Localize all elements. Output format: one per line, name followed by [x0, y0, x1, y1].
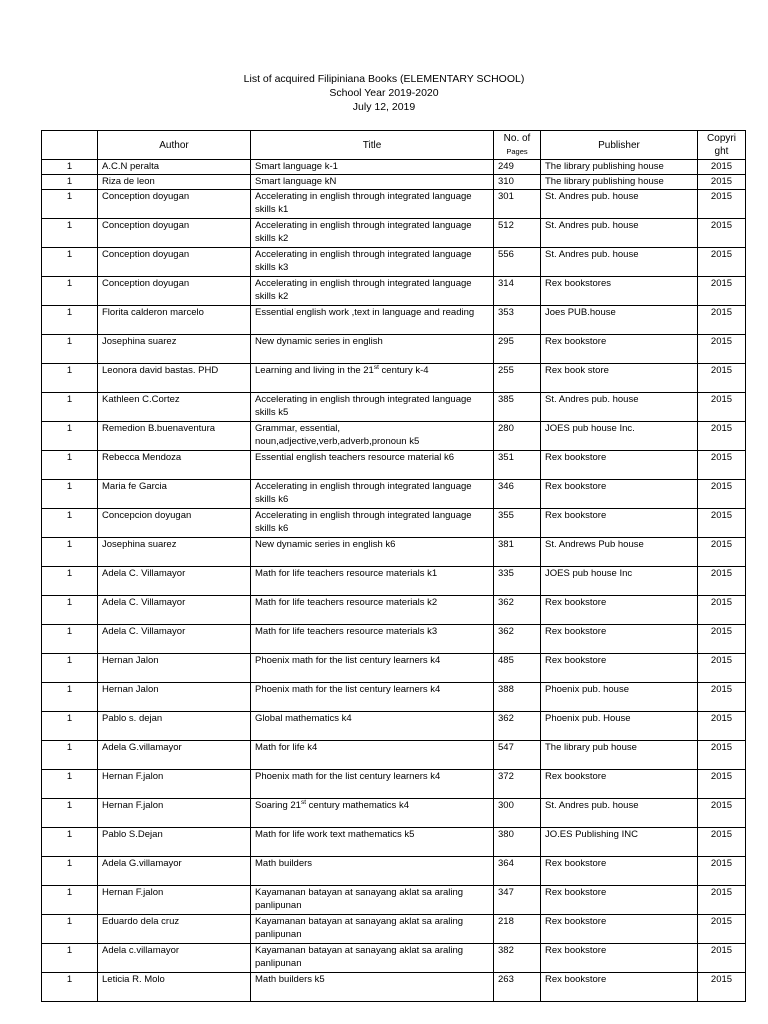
- pages-header-line1: No. of: [503, 133, 531, 144]
- publisher-cell: St. Andrews Pub house: [541, 538, 698, 567]
- title-text-rest: century k-4: [378, 365, 429, 376]
- title-cell: Smart language k-1: [251, 160, 494, 175]
- qty-cell: 1: [42, 944, 98, 973]
- title-cell: New dynamic series in english: [251, 335, 494, 364]
- pages-cell: 353: [494, 306, 541, 335]
- pages-cell: 364: [494, 857, 541, 886]
- publisher-cell: Rex bookstore: [541, 480, 698, 509]
- publisher-cell: Rex bookstore: [541, 596, 698, 625]
- qty-cell: 1: [42, 306, 98, 335]
- table-row: [42, 828, 746, 857]
- author-cell: Pablo S.Dejan: [98, 828, 251, 857]
- qty-cell: 1: [42, 857, 98, 886]
- title-cell: Accelerating in english through integrated language skills k2: [251, 277, 494, 306]
- publisher-cell: Phoenix pub. House: [541, 712, 698, 741]
- title-cell: Math for life teachers resource materials k3: [251, 625, 494, 654]
- author-cell: Conception doyugan: [98, 219, 251, 248]
- title-cell: Accelerating in english through integrated language skills k1: [251, 190, 494, 219]
- qty-cell: 1: [42, 509, 98, 538]
- publisher-cell: St. Andres pub. house: [541, 190, 698, 219]
- publisher-cell: JOES pub house Inc.: [541, 422, 698, 451]
- qty-cell: 1: [42, 422, 98, 451]
- author-cell: Leonora david bastas. PHD: [98, 364, 251, 393]
- author-cell: Pablo s. dejan: [98, 712, 251, 741]
- table-row: [42, 422, 746, 451]
- pages-cell: 249: [494, 160, 541, 175]
- title-cell: Math for life k4: [251, 741, 494, 770]
- author-cell: Adela C. Villamayor: [98, 596, 251, 625]
- publisher-cell: Rex bookstore: [541, 509, 698, 538]
- qty-cell: 1: [42, 248, 98, 277]
- copyright-cell: 2015: [698, 944, 746, 973]
- table-row: [42, 973, 746, 1002]
- copyright-cell: 2015: [698, 770, 746, 799]
- copyright-cell: 2015: [698, 625, 746, 654]
- author-cell: Rebecca Mendoza: [98, 451, 251, 480]
- table-row: [42, 915, 746, 944]
- table-row: [42, 741, 746, 770]
- table-row: [42, 857, 746, 886]
- copyright-header-line2: ght: [714, 146, 729, 157]
- pages-cell: 255: [494, 364, 541, 393]
- publisher-cell: Rex bookstore: [541, 770, 698, 799]
- copyright-cell: 2015: [698, 596, 746, 625]
- pages-header-line2: Pages: [506, 147, 528, 156]
- title-cell: Math for life teachers resource materials k2: [251, 596, 494, 625]
- qty-cell: 1: [42, 451, 98, 480]
- qty-cell: 1: [42, 160, 98, 175]
- pages-cell: 381: [494, 538, 541, 567]
- author-cell: Hernan F.jalon: [98, 799, 251, 828]
- author-cell: Maria fe Garcia: [98, 480, 251, 509]
- author-cell: Adela c.villamayor: [98, 944, 251, 973]
- qty-cell: 1: [42, 480, 98, 509]
- publisher-cell: Rex bookstore: [541, 335, 698, 364]
- table-row: [42, 538, 746, 567]
- title-cell: Phoenix math for the list century learners k4: [251, 770, 494, 799]
- qty-cell: 1: [42, 683, 98, 712]
- copyright-cell: 2015: [698, 480, 746, 509]
- author-cell: Hernan F.jalon: [98, 886, 251, 915]
- table-row: [42, 219, 746, 248]
- pages-cell: 280: [494, 422, 541, 451]
- publisher-cell: Rex bookstore: [541, 451, 698, 480]
- publisher-cell: Rex bookstore: [541, 886, 698, 915]
- pages-cell: 388: [494, 683, 541, 712]
- table-row: [42, 596, 746, 625]
- copyright-cell: 2015: [698, 190, 746, 219]
- pages-cell: 310: [494, 175, 541, 190]
- table-row: [42, 509, 746, 538]
- table-row: [42, 886, 746, 915]
- pages-cell: 347: [494, 886, 541, 915]
- copyright-cell: 2015: [698, 175, 746, 190]
- qty-cell: 1: [42, 538, 98, 567]
- publisher-cell: St. Andres pub. house: [541, 393, 698, 422]
- pages-cell: 300: [494, 799, 541, 828]
- qty-cell: 1: [42, 915, 98, 944]
- copyright-cell: 2015: [698, 277, 746, 306]
- title-cell: Essential english work ,text in language and reading: [251, 306, 494, 335]
- author-cell: Florita calderon marcelo: [98, 306, 251, 335]
- title-text-rest: century mathematics k4: [306, 800, 409, 811]
- copyright-cell: 2015: [698, 973, 746, 1002]
- pages-cell: 351: [494, 451, 541, 480]
- copyright-header-line1: Copyri: [707, 133, 736, 144]
- publisher-cell: St. Andres pub. house: [541, 219, 698, 248]
- title-cell: Phoenix math for the list century learners k4: [251, 654, 494, 683]
- table-row: [42, 654, 746, 683]
- qty-cell: 1: [42, 799, 98, 828]
- copyright-cell: 2015: [698, 509, 746, 538]
- author-cell: Concepcion doyugan: [98, 509, 251, 538]
- publisher-cell: Rex bookstore: [541, 944, 698, 973]
- title-cell: Accelerating in english through integrated language skills k5: [251, 393, 494, 422]
- copyright-cell: 2015: [698, 306, 746, 335]
- title-cell: Accelerating in english through integrated language skills k2: [251, 219, 494, 248]
- table-row: [42, 364, 746, 393]
- title-text: Learning and living in the 21: [255, 365, 374, 376]
- publisher-cell: The library publishing house: [541, 160, 698, 175]
- qty-cell: 1: [42, 886, 98, 915]
- pages-cell: 385: [494, 393, 541, 422]
- qty-cell: 1: [42, 393, 98, 422]
- qty-cell: 1: [42, 219, 98, 248]
- pages-cell: 382: [494, 944, 541, 973]
- author-cell: Hernan F.jalon: [98, 770, 251, 799]
- qty-cell: 1: [42, 567, 98, 596]
- table-row: [42, 335, 746, 364]
- author-cell: Adela C. Villamayor: [98, 567, 251, 596]
- pages-cell: 362: [494, 712, 541, 741]
- table-row: [42, 190, 746, 219]
- publisher-cell: Rex bookstore: [541, 915, 698, 944]
- author-cell: Conception doyugan: [98, 248, 251, 277]
- copyright-cell: 2015: [698, 335, 746, 364]
- pages-cell: 314: [494, 277, 541, 306]
- pages-cell: 556: [494, 248, 541, 277]
- document-header: [0, 72, 768, 114]
- author-cell: Adela G.villamayor: [98, 741, 251, 770]
- copyright-cell: 2015: [698, 654, 746, 683]
- author-cell: Adela G.villamayor: [98, 857, 251, 886]
- qty-cell: 1: [42, 654, 98, 683]
- copyright-cell: 2015: [698, 393, 746, 422]
- qty-cell: 1: [42, 625, 98, 654]
- document-date: July 12, 2019: [352, 101, 416, 113]
- qty-cell: 1: [42, 596, 98, 625]
- copyright-cell: 2015: [698, 886, 746, 915]
- title-cell: Accelerating in english through integrated language skills k6: [251, 509, 494, 538]
- publisher-cell: Rex bookstore: [541, 654, 698, 683]
- copyright-cell: 2015: [698, 741, 746, 770]
- qty-cell: 1: [42, 770, 98, 799]
- publisher-cell: JO.ES Publishing INC: [541, 828, 698, 857]
- publisher-cell: The library pub house: [541, 741, 698, 770]
- copyright-cell: 2015: [698, 160, 746, 175]
- qty-cell: 1: [42, 364, 98, 393]
- publisher-cell: The library publishing house: [541, 175, 698, 190]
- publisher-cell: Phoenix pub. house: [541, 683, 698, 712]
- table-row: [42, 480, 746, 509]
- qty-cell: 1: [42, 277, 98, 306]
- author-cell: Josephina suarez: [98, 538, 251, 567]
- author-cell: Remedion B.buenaventura: [98, 422, 251, 451]
- copyright-cell: 2015: [698, 857, 746, 886]
- pages-cell: 263: [494, 973, 541, 1002]
- qty-column-header: [42, 131, 98, 160]
- title-text: Soaring 21: [255, 800, 301, 811]
- books-table: [41, 130, 746, 1002]
- title-cell: Global mathematics k4: [251, 712, 494, 741]
- copyright-cell: 2015: [698, 915, 746, 944]
- copyright-cell: 2015: [698, 538, 746, 567]
- publisher-cell: Rex book store: [541, 364, 698, 393]
- pages-cell: 295: [494, 335, 541, 364]
- pages-cell: 346: [494, 480, 541, 509]
- author-cell: Leticia R. Molo: [98, 973, 251, 1002]
- copyright-cell: 2015: [698, 219, 746, 248]
- title-cell: Phoenix math for the list century learners k4: [251, 683, 494, 712]
- copyright-cell: 2015: [698, 799, 746, 828]
- school-year: School Year 2019-2020: [329, 87, 439, 99]
- title-cell: Math for life teachers resource materials k1: [251, 567, 494, 596]
- copyright-cell: 2015: [698, 828, 746, 857]
- title-cell: Math builders: [251, 857, 494, 886]
- qty-cell: 1: [42, 190, 98, 219]
- publisher-cell: JOES pub house Inc: [541, 567, 698, 596]
- qty-cell: 1: [42, 712, 98, 741]
- publisher-cell: Rex bookstores: [541, 277, 698, 306]
- copyright-cell: 2015: [698, 451, 746, 480]
- author-cell: Adela C. Villamayor: [98, 625, 251, 654]
- table-row: [42, 770, 746, 799]
- title-cell: Kayamanan batayan at sanayang aklat sa araling panlipunan: [251, 886, 494, 915]
- table-row: [42, 567, 746, 596]
- title-cell: Math for life work text mathematics k5: [251, 828, 494, 857]
- title-cell: Smart language kN: [251, 175, 494, 190]
- publisher-cell: Rex bookstore: [541, 625, 698, 654]
- title-cell: Kayamanan batayan at sanayang aklat sa araling panlipunan: [251, 944, 494, 973]
- table-row: [42, 944, 746, 973]
- table-row: [42, 306, 746, 335]
- publisher-cell: Joes PUB.house: [541, 306, 698, 335]
- pages-cell: 362: [494, 596, 541, 625]
- copyright-cell: 2015: [698, 422, 746, 451]
- pages-cell: 380: [494, 828, 541, 857]
- pages-cell: 335: [494, 567, 541, 596]
- table-row: [42, 451, 746, 480]
- copyright-cell: 2015: [698, 712, 746, 741]
- title-cell: New dynamic series in english k6: [251, 538, 494, 567]
- title-ordinal-suffix: st: [373, 363, 379, 371]
- title-cell: [251, 799, 494, 828]
- pages-cell: 355: [494, 509, 541, 538]
- title-column-header: Title: [251, 131, 494, 160]
- qty-cell: 1: [42, 335, 98, 364]
- pages-cell: 218: [494, 915, 541, 944]
- table-row: [42, 683, 746, 712]
- table-row: [42, 393, 746, 422]
- document-title: List of acquired Filipiniana Books (ELEMENTARY SCHOOL): [243, 73, 525, 85]
- table-row: [42, 175, 746, 190]
- title-cell: Accelerating in english through integrated language skills k6: [251, 480, 494, 509]
- copyright-cell: 2015: [698, 567, 746, 596]
- publisher-cell: Rex bookstore: [541, 973, 698, 1002]
- author-cell: Josephina suarez: [98, 335, 251, 364]
- publisher-cell: Rex bookstore: [541, 857, 698, 886]
- qty-cell: 1: [42, 175, 98, 190]
- publisher-column-header: Publisher: [541, 131, 698, 160]
- title-cell: Accelerating in english through integrated language skills k3: [251, 248, 494, 277]
- copyright-cell: 2015: [698, 683, 746, 712]
- author-cell: Hernan Jalon: [98, 654, 251, 683]
- author-cell: Kathleen C.Cortez: [98, 393, 251, 422]
- pages-cell: 512: [494, 219, 541, 248]
- title-cell: [251, 364, 494, 393]
- table-row: [42, 248, 746, 277]
- table-row: [42, 625, 746, 654]
- author-cell: Conception doyugan: [98, 277, 251, 306]
- author-column-header: Author: [98, 131, 251, 160]
- author-cell: A.C.N peralta: [98, 160, 251, 175]
- title-cell: Grammar, essential, noun,adjective,verb,adverb,pronoun k5: [251, 422, 494, 451]
- title-ordinal-suffix: st: [300, 798, 307, 806]
- pages-cell: 362: [494, 625, 541, 654]
- publisher-cell: St. Andres pub. house: [541, 799, 698, 828]
- title-cell: Essential english teachers resource material k6: [251, 451, 494, 480]
- publisher-cell: St. Andres pub. house: [541, 248, 698, 277]
- copyright-cell: 2015: [698, 364, 746, 393]
- author-cell: Eduardo dela cruz: [98, 915, 251, 944]
- table-row: [42, 160, 746, 175]
- pages-cell: 372: [494, 770, 541, 799]
- pages-cell: 485: [494, 654, 541, 683]
- title-cell: Kayamanan batayan at sanayang aklat sa araling panlipunan: [251, 915, 494, 944]
- author-cell: Riza de leon: [98, 175, 251, 190]
- author-cell: Hernan Jalon: [98, 683, 251, 712]
- author-cell: Conception doyugan: [98, 190, 251, 219]
- copyright-cell: 2015: [698, 248, 746, 277]
- qty-cell: 1: [42, 741, 98, 770]
- table-row: [42, 277, 746, 306]
- pages-cell: 301: [494, 190, 541, 219]
- qty-cell: 1: [42, 828, 98, 857]
- qty-cell: 1: [42, 973, 98, 1002]
- pages-cell: 547: [494, 741, 541, 770]
- table-row: [42, 799, 746, 828]
- pages-column-header: [494, 131, 541, 160]
- table-row: [42, 712, 746, 741]
- title-cell: Math builders k5: [251, 973, 494, 1002]
- table-body: [42, 160, 746, 1002]
- copyright-column-header: [698, 131, 746, 160]
- table-header-row: [42, 131, 746, 160]
